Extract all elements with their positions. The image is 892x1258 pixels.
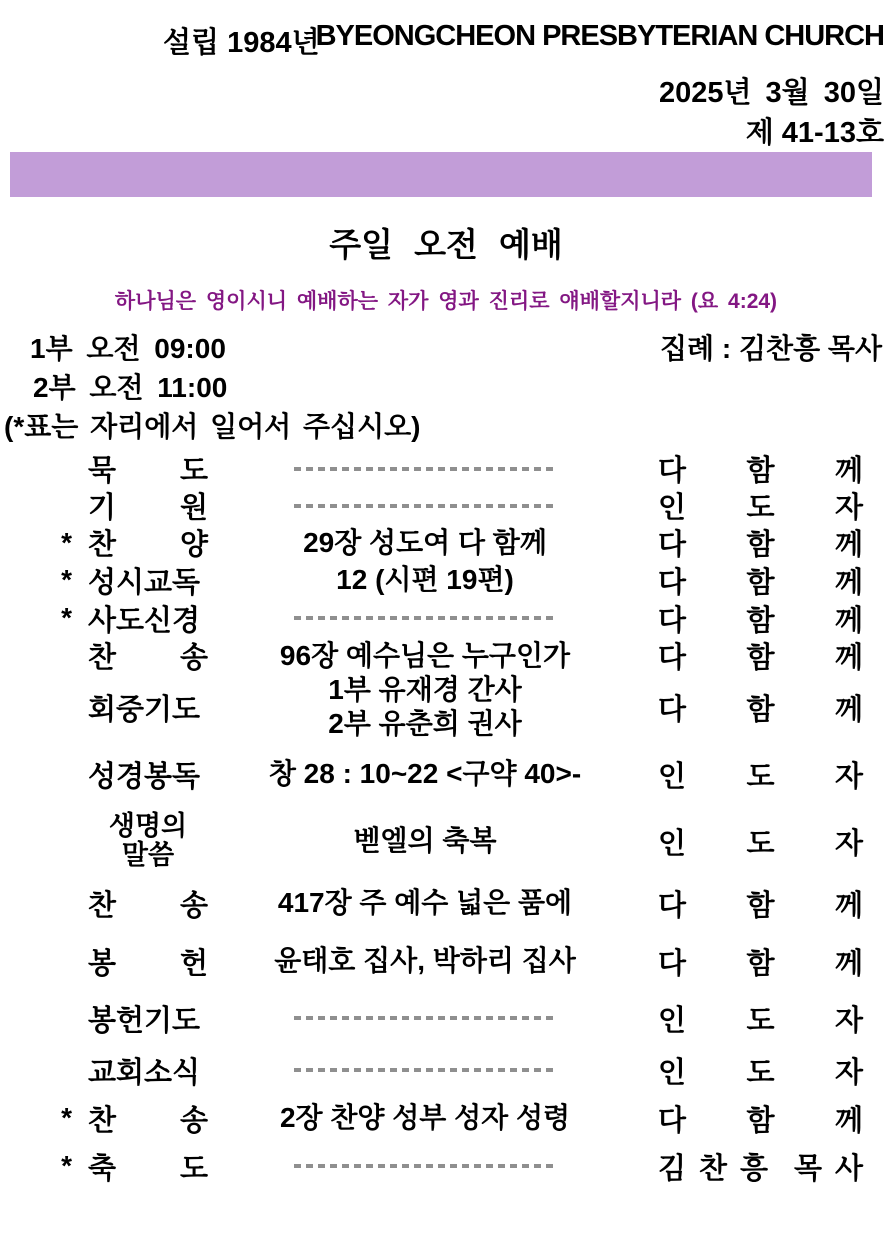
hymn-title: 417장 주 예수 넓은 품에 (277, 887, 573, 918)
item-performer: 다 함 께 (658, 604, 863, 637)
worship-row-benediction (0, 1142, 892, 1190)
worship-row-hymn-96 (0, 637, 892, 674)
order-of-worship (0, 450, 892, 1190)
service-time-part2: 2부 오전 11:00 (33, 372, 228, 403)
item-content (238, 1068, 612, 1072)
item-label: 찬 송 (88, 1104, 208, 1137)
dotted-leader (294, 1164, 556, 1168)
worship-row-scripture-reading (0, 740, 892, 808)
item-label: 찬 양 (88, 529, 208, 561)
hymn-title: 96장 예수님은 누구인가 (279, 639, 571, 671)
worship-row-offering (0, 932, 892, 990)
item-performer: 다 함 께 (658, 455, 863, 487)
church-name: BYEONGCHEON PRESBYTERIAN CHURCH (315, 20, 884, 52)
reading-number: 12 (시편 19편) (336, 564, 514, 595)
item-label: 축 도 (88, 1152, 208, 1185)
worship-row-invocation (0, 487, 892, 524)
item-performer: 다 함 께 (658, 529, 863, 561)
item-label: 교회소식 (88, 1056, 201, 1089)
worship-row-announcements (0, 1046, 892, 1094)
item-label: 봉헌기도 (88, 1004, 201, 1037)
item-content (238, 886, 612, 920)
worship-row-apostles-creed (0, 599, 892, 637)
offering-servers: 윤태호 집사, 박하리 집사 (274, 945, 576, 976)
item-performer: 인 도 자 (658, 492, 863, 524)
sermon-title: 벧엘의 축복 (353, 825, 497, 856)
item-performer: 인 도 자 (658, 760, 863, 793)
issue-number: 제 41-13호 (745, 117, 884, 149)
item-content (238, 563, 612, 597)
prayer-leader-part1: 1부 유재경 간사 (328, 674, 522, 705)
item-performer: 다 함 께 (658, 642, 863, 674)
worship-row-hymn-417 (0, 874, 892, 932)
item-performer: 다 함 께 (658, 693, 863, 726)
dotted-leader (294, 616, 556, 620)
item-performer: 다 함 께 (658, 889, 863, 922)
officiant: 집례 : 김찬흥 목사 (660, 333, 882, 364)
standing-mark: * (61, 564, 72, 595)
scripture-verse: 하나님은 영이시니 예배하는 자가 영과 진리로 얘배할지니라 (요 4:24) (114, 290, 778, 313)
item-performer: 인 도 자 (658, 1056, 863, 1089)
hymn-title: 29장 성도여 다 함께 (303, 526, 547, 558)
item-performer: 다 함 께 (658, 947, 863, 980)
item-label-line2: 말씀 (121, 840, 175, 870)
prayer-leader-part2: 2부 유춘희 권사 (328, 708, 522, 739)
item-label: 회중기도 (88, 693, 201, 726)
item-label-line1: 생명의 (108, 811, 188, 841)
item-performer: 인 도 자 (658, 827, 863, 860)
standing-note: (*표는 자리에서 일어서 주십시오) (4, 411, 421, 442)
item-content (238, 824, 612, 858)
bulletin-date: 2025년 3월 30일 (658, 77, 884, 109)
item-label: 묵 도 (88, 455, 208, 487)
worship-row-responsive-reading (0, 561, 892, 599)
item-content (238, 757, 612, 791)
service-title: 주일 오전 예배 (329, 226, 563, 263)
purple-divider-band (10, 152, 872, 197)
item-content (238, 616, 612, 620)
dotted-leader (294, 1016, 556, 1020)
dotted-leader (294, 1068, 556, 1072)
item-content (238, 526, 612, 560)
item-label: 찬 송 (88, 642, 208, 674)
item-content (238, 467, 612, 471)
item-content (238, 639, 612, 673)
scripture-passage: 창 28 : 10~22 <구약 40>- (268, 758, 582, 789)
founded-year: 설립 1984년 (163, 27, 320, 59)
worship-row-offering-prayer (0, 990, 892, 1046)
item-label: 성경봉독 (88, 760, 201, 793)
worship-row-hymn-2 (0, 1094, 892, 1142)
item-content (238, 504, 612, 508)
standing-mark: * (61, 602, 72, 633)
service-time-part1: 1부 오전 09:00 (30, 333, 226, 364)
item-content (238, 1016, 612, 1020)
item-performer: 다 함 께 (658, 1104, 863, 1137)
item-label: 찬 송 (88, 889, 208, 922)
item-content (238, 673, 612, 741)
standing-mark: * (61, 1102, 72, 1133)
item-performer: 다 함 께 (658, 566, 863, 599)
worship-row-praise (0, 524, 892, 561)
item-label: 사도신경 (88, 604, 201, 637)
standing-mark: * (61, 1150, 72, 1181)
item-content (238, 944, 612, 978)
item-performer: 김 찬 흥 목 사 (658, 1152, 863, 1185)
item-performer: 인 도 자 (658, 1004, 863, 1037)
worship-row-silent-prayer (0, 450, 892, 487)
dotted-leader (294, 504, 556, 508)
item-label: 봉 헌 (88, 947, 208, 980)
item-label: 기 원 (88, 492, 208, 524)
standing-mark: * (61, 526, 72, 558)
hymn-title: 2장 찬양 성부 성자 성령 (279, 1102, 571, 1133)
item-content (238, 1101, 612, 1135)
worship-row-sermon (0, 808, 892, 874)
worship-row-congregational-prayer (0, 674, 892, 740)
item-label: 성시교독 (88, 566, 201, 599)
dotted-leader (294, 467, 556, 471)
item-label (88, 812, 208, 870)
item-content (238, 1164, 612, 1168)
